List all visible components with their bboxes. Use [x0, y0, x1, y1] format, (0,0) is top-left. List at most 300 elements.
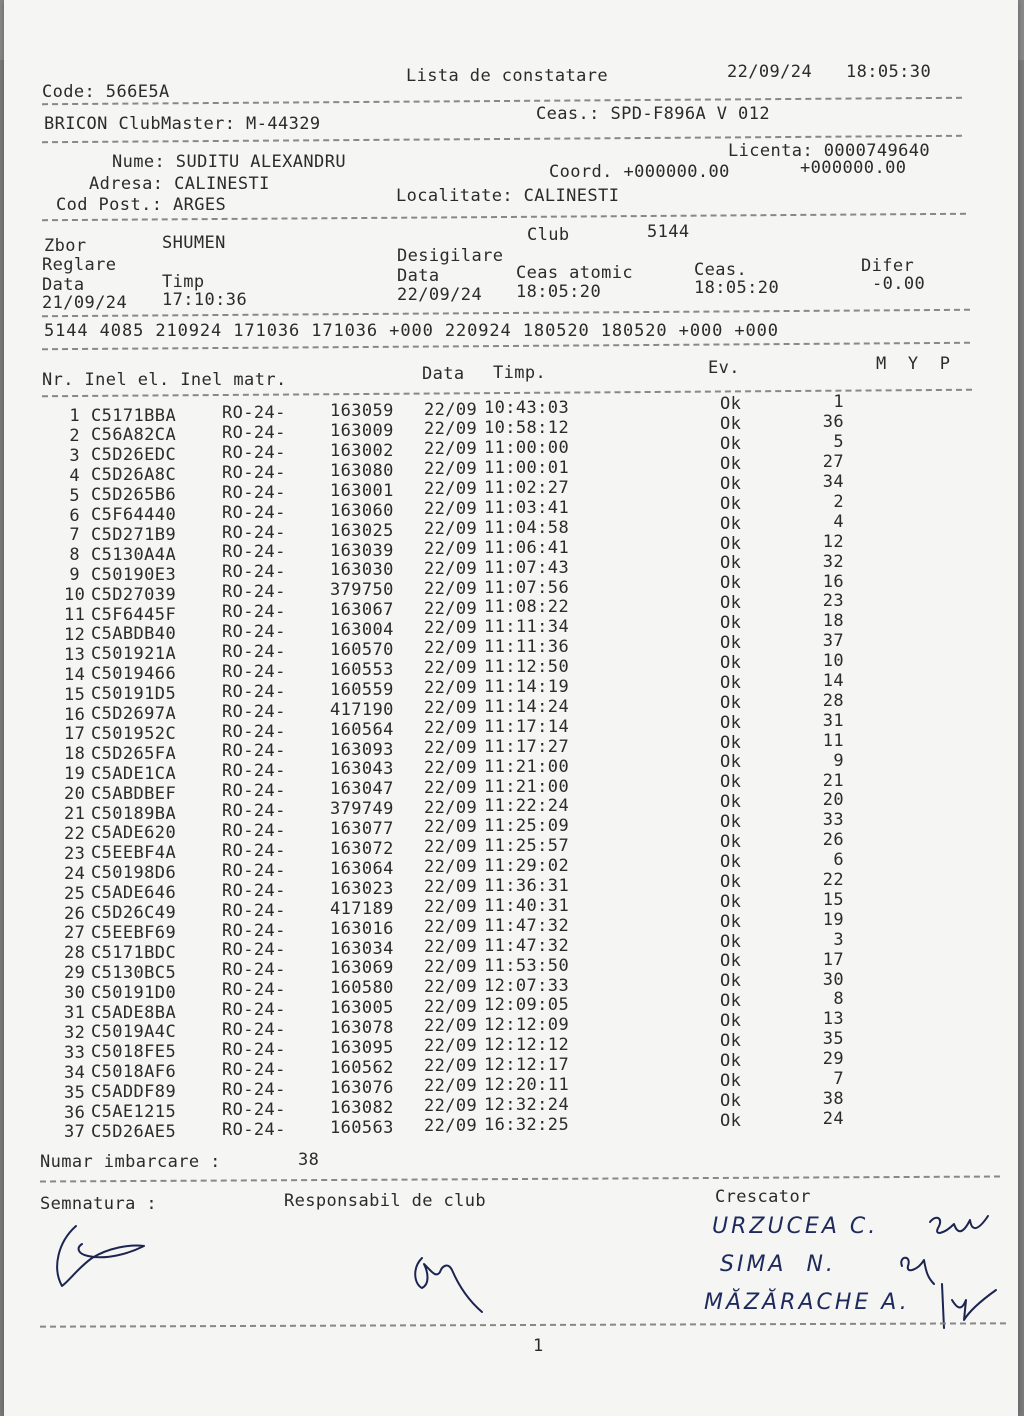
- row-number: 32: [64, 1022, 86, 1043]
- desigilare-date-label: Data: [397, 266, 440, 286]
- ring-prefix: RO-24-: [222, 622, 286, 643]
- event-status: Ok: [720, 772, 742, 793]
- reglare-date-label: Data: [42, 275, 85, 295]
- electronic-ring: C501952C: [91, 723, 177, 744]
- ring-number: 163076: [330, 1077, 394, 1098]
- flight-name: SHUMEN: [162, 233, 226, 253]
- arrival-date: 22/09: [424, 538, 478, 559]
- placement: 15: [822, 889, 844, 910]
- electronic-ring: C5019466: [91, 664, 177, 685]
- column-header-rings: Nr. Inel el. Inel matr.: [42, 370, 287, 390]
- placement: 27: [822, 452, 844, 473]
- electronic-ring: C5019A4C: [91, 1022, 177, 1043]
- row-number: 26: [64, 903, 86, 924]
- event-status: Ok: [720, 1070, 742, 1091]
- arrival-time: 11:25:57: [484, 836, 570, 857]
- event-status: Ok: [720, 692, 742, 713]
- owner-address: Adresa: CALINESTI: [89, 174, 270, 194]
- ring-prefix: RO-24-: [222, 960, 286, 981]
- ring-prefix: RO-24-: [222, 522, 286, 543]
- arrival-date: 22/09: [424, 479, 478, 500]
- event-status: Ok: [720, 951, 742, 972]
- arrival-date: 22/09: [424, 459, 478, 480]
- boarded-count-label: Numar imbarcare :: [40, 1152, 221, 1172]
- electronic-ring: C5130BC5: [91, 962, 177, 983]
- row-number: 8: [69, 545, 80, 566]
- row-number: 36: [64, 1102, 86, 1123]
- placement: 31: [822, 710, 844, 731]
- ring-prefix: RO-24-: [222, 542, 286, 563]
- row-number: 10: [64, 585, 86, 606]
- electronic-ring: C501921A: [91, 644, 177, 665]
- signature-label: Semnatura :: [40, 1194, 157, 1214]
- electronic-ring: C50189BA: [91, 803, 177, 824]
- row-number: 27: [64, 923, 86, 944]
- arrival-date: 22/09: [424, 916, 478, 937]
- signature-owner: [48, 1220, 158, 1292]
- row-number: 18: [64, 744, 86, 765]
- event-status: Ok: [720, 394, 742, 415]
- arrival-time: 11:36:31: [484, 876, 570, 897]
- event-status: Ok: [720, 633, 742, 653]
- electronic-ring: C5AE1215: [91, 1102, 177, 1123]
- event-status: Ok: [720, 593, 742, 614]
- electronic-ring: C5D265FA: [91, 743, 177, 764]
- owner-name: Nume: SUDITU ALEXANDRU: [112, 152, 346, 172]
- event-status: Ok: [720, 792, 742, 813]
- event-status: Ok: [720, 553, 742, 574]
- electronic-ring: C5D26AE5: [91, 1121, 177, 1142]
- placement: 38: [822, 1088, 844, 1109]
- electronic-ring: C5ABDBEF: [91, 783, 177, 804]
- ring-prefix: RO-24-: [222, 840, 286, 861]
- placement: 3: [833, 929, 844, 950]
- placement: 19: [822, 909, 844, 930]
- ring-number: 417190: [330, 699, 394, 720]
- arrival-date: 22/09: [424, 956, 478, 977]
- ring-prefix: RO-24-: [222, 1020, 286, 1041]
- clock-label: Ceas.: [694, 260, 748, 280]
- arrival-date: 22/09: [424, 598, 478, 619]
- divider: [42, 309, 970, 317]
- row-number: 9: [69, 565, 80, 586]
- event-status: Ok: [720, 911, 742, 932]
- ring-number: 163023: [330, 878, 394, 899]
- ring-prefix: RO-24-: [222, 602, 286, 623]
- placement: 1: [833, 392, 844, 413]
- placement: 24: [822, 1108, 844, 1129]
- arrival-date: 22/09: [424, 558, 478, 579]
- arrival-date: 22/09: [424, 618, 478, 639]
- arrival-time: 11:02:27: [484, 478, 570, 499]
- ring-prefix: RO-24-: [222, 761, 286, 782]
- print-time: 18:05:30: [846, 62, 932, 82]
- event-status: Ok: [720, 1050, 742, 1071]
- ring-prefix: RO-24-: [222, 721, 286, 742]
- arrival-time: 12:20:11: [484, 1075, 570, 1096]
- arrival-date: 22/09: [424, 797, 478, 818]
- row-number: 17: [64, 724, 86, 745]
- event-status: Ok: [720, 851, 742, 872]
- electronic-ring: C5ADE8BA: [91, 1002, 177, 1023]
- ring-number: 163064: [330, 858, 394, 879]
- ring-number: 163043: [330, 759, 394, 780]
- arrival-time: 11:03:41: [484, 497, 570, 518]
- event-status: Ok: [720, 991, 742, 1012]
- arrival-time: 11:14:19: [484, 677, 570, 698]
- electronic-ring: C5EEBF4A: [91, 843, 177, 864]
- coordinates-2: +000000.00: [800, 158, 907, 178]
- electronic-ring: C5ADDF89: [91, 1082, 177, 1103]
- arrival-date: 22/09: [424, 499, 478, 520]
- atomic-clock-time: 18:05:20: [516, 282, 602, 302]
- arrival-date: 22/09: [424, 518, 478, 539]
- placement: 30: [822, 969, 844, 990]
- ring-prefix: RO-24-: [222, 980, 286, 1001]
- row-number: 5: [69, 485, 80, 506]
- arrival-time: 11:07:43: [484, 557, 570, 578]
- placement: 6: [833, 850, 844, 871]
- placement: 32: [822, 551, 844, 572]
- reglare-time: 17:10:36: [162, 290, 248, 310]
- row-number: 1: [69, 406, 80, 426]
- event-status: Ok: [720, 613, 742, 634]
- row-number: 23: [64, 843, 86, 864]
- column-header-event: Ev.: [708, 358, 740, 378]
- ring-prefix: RO-24-: [222, 442, 286, 463]
- arrival-date: 22/09: [424, 717, 478, 738]
- ring-prefix: RO-24-: [222, 900, 286, 921]
- ring-prefix: RO-24-: [222, 582, 286, 603]
- placement: 22: [822, 870, 844, 891]
- arrival-date: 22/09: [424, 578, 478, 599]
- row-number: 12: [64, 624, 86, 645]
- ring-prefix: RO-24-: [222, 741, 286, 762]
- ring-number: 163030: [330, 560, 394, 581]
- ring-number: 163004: [330, 620, 394, 641]
- row-number: 22: [64, 823, 86, 844]
- placement: 17: [822, 949, 844, 970]
- ring-prefix: RO-24-: [222, 482, 286, 503]
- arrival-date: 22/09: [424, 638, 478, 659]
- row-number: 29: [64, 963, 86, 984]
- ring-prefix: RO-24-: [222, 781, 286, 802]
- licence: Licenta: 0000749640: [728, 141, 931, 161]
- arrival-date: 22/09: [424, 1036, 478, 1057]
- row-number: 2: [69, 425, 80, 446]
- electronic-ring: C5D271B9: [91, 524, 177, 545]
- ring-prefix: RO-24-: [222, 860, 286, 881]
- ring-number: 379750: [330, 580, 394, 601]
- arrival-time: 11:21:00: [484, 756, 570, 777]
- event-status: Ok: [720, 871, 742, 892]
- club-label: Club: [527, 225, 570, 245]
- placement: 7: [833, 1069, 844, 1090]
- arrival-date: 22/09: [424, 777, 478, 798]
- placement: 11: [822, 730, 844, 751]
- placement: 9: [833, 750, 844, 771]
- ring-number: 163002: [330, 441, 394, 462]
- electronic-ring: C50191D0: [91, 982, 177, 1003]
- event-status: Ok: [720, 513, 742, 534]
- electronic-ring: C5171BBA: [91, 405, 177, 426]
- placement: 13: [822, 1009, 844, 1030]
- arrival-time: 12:09:05: [484, 995, 570, 1016]
- ring-number: 163001: [330, 480, 394, 501]
- arrival-time: 11:47:32: [484, 935, 570, 956]
- arrival-date: 22/09: [424, 857, 478, 878]
- arrival-time: 12:12:17: [484, 1055, 570, 1076]
- row-number: 3: [69, 445, 80, 466]
- ring-number: 163072: [330, 839, 394, 860]
- event-status: Ok: [720, 1110, 742, 1131]
- row-number: 11: [64, 605, 86, 625]
- arrival-time: 12:07:33: [484, 975, 570, 996]
- arrival-date: 22/09: [424, 419, 478, 440]
- signature-breeder-1: [924, 1210, 994, 1246]
- ring-prefix: RO-24-: [222, 1039, 286, 1060]
- arrival-time: 11:08:22: [484, 597, 570, 618]
- arrival-time: 11:22:24: [484, 796, 570, 817]
- row-number: 34: [64, 1062, 86, 1083]
- ring-prefix: RO-24-: [222, 681, 286, 702]
- electronic-ring: C5D26A8C: [91, 465, 177, 486]
- column-header-time: Timp.: [493, 363, 547, 383]
- arrival-time: 11:17:27: [484, 736, 570, 757]
- row-number: 13: [64, 644, 86, 665]
- row-number: 30: [64, 983, 86, 1004]
- event-status: Ok: [720, 672, 742, 693]
- electronic-ring: C5F64440: [91, 505, 177, 526]
- coordinates: Coord. +000000.00: [549, 162, 730, 182]
- electronic-ring: C5D27039: [91, 584, 177, 605]
- ring-prefix: RO-24-: [222, 403, 286, 424]
- arrival-date: 22/09: [424, 1076, 478, 1097]
- electronic-ring: C5130A4A: [91, 544, 177, 565]
- electronic-ring: C5ADE1CA: [91, 763, 177, 784]
- arrival-time: 11:11:36: [484, 637, 570, 658]
- clock-code-line: 5144 4085 210924 171036 171036 +000 220924 180520 180520 +000 +000: [44, 321, 779, 341]
- row-number: 15: [64, 684, 86, 705]
- breeder-name: MĂZĂRACHE A.: [704, 1290, 910, 1315]
- divider: [40, 1322, 1006, 1327]
- difference-label: Difer: [861, 256, 915, 276]
- electronic-ring: C50198D6: [91, 863, 177, 884]
- ring-number: 160564: [330, 719, 394, 740]
- ring-prefix: RO-24-: [222, 641, 286, 662]
- clubmaster-id: BRICON ClubMaster: M-44329: [44, 114, 321, 134]
- placement: 20: [822, 790, 844, 811]
- placement: 8: [833, 989, 844, 1010]
- arrival-time: 10:58:12: [484, 418, 570, 439]
- arrival-date: 22/09: [424, 1016, 478, 1037]
- electronic-ring: C5EEBF69: [91, 922, 177, 943]
- breeder-name: SIMA N.: [720, 1252, 836, 1277]
- electronic-ring: C50190E3: [91, 564, 177, 585]
- event-status: Ok: [720, 812, 742, 833]
- arrival-date: 22/09: [424, 817, 478, 838]
- arrival-date: 22/09: [424, 698, 478, 719]
- event-status: Ok: [720, 434, 742, 454]
- club-number: 5144: [647, 222, 690, 242]
- event-status: Ok: [720, 732, 742, 753]
- arrival-time: 11:11:34: [484, 617, 570, 638]
- arrival-time: 11:17:14: [484, 716, 570, 737]
- arrival-time: 12:12:09: [484, 1015, 570, 1036]
- event-status: Ok: [720, 752, 742, 773]
- placement: 16: [822, 571, 844, 592]
- row-number: 24: [64, 863, 86, 884]
- arrival-time: 11:04:58: [484, 517, 570, 538]
- ring-prefix: RO-24-: [222, 1099, 286, 1120]
- ring-number: 160562: [330, 1057, 394, 1078]
- ring-prefix: RO-24-: [222, 661, 286, 682]
- arrival-time: 12:12:12: [484, 1035, 570, 1056]
- event-status: Ok: [720, 414, 742, 435]
- arrival-date: 22/09: [424, 996, 478, 1017]
- event-status: Ok: [720, 891, 742, 912]
- arrival-date: 22/09: [424, 757, 478, 778]
- row-number: 6: [69, 505, 80, 526]
- electronic-ring: C50191D5: [91, 684, 177, 705]
- row-number: 20: [64, 784, 86, 805]
- row-number: 37: [64, 1122, 86, 1143]
- ring-number: 160570: [330, 640, 394, 661]
- ring-number: 163093: [330, 739, 394, 760]
- desigilare-date: 22/09/24: [397, 285, 483, 305]
- ring-number: 163025: [330, 520, 394, 541]
- ring-prefix: RO-24-: [222, 1119, 286, 1140]
- column-header-date: Data: [422, 364, 465, 384]
- arrival-time: 11:07:56: [484, 577, 570, 598]
- event-status: Ok: [720, 931, 742, 952]
- event-status: Ok: [720, 971, 742, 992]
- arrival-time: 11:06:41: [484, 537, 570, 558]
- arrival-date: 22/09: [424, 1056, 478, 1077]
- event-status: Ok: [720, 533, 742, 554]
- row-number: 33: [64, 1042, 86, 1063]
- arrival-time: 10:43:03: [484, 398, 570, 419]
- ring-number: 379749: [330, 799, 394, 820]
- ring-prefix: RO-24-: [222, 1079, 286, 1100]
- column-header-myp: M Y P: [876, 354, 951, 374]
- arrival-time: 16:32:25: [484, 1114, 570, 1135]
- arrival-time: 11:29:02: [484, 856, 570, 877]
- ring-number: 163047: [330, 779, 394, 800]
- arrival-time: 11:21:00: [484, 776, 570, 797]
- row-number: 14: [64, 664, 86, 685]
- arrival-time: 11:14:24: [484, 696, 570, 717]
- placement: 4: [833, 511, 844, 532]
- reglare-date: 21/09/24: [42, 293, 128, 313]
- ring-number: 163069: [330, 958, 394, 979]
- ring-prefix: RO-24-: [222, 821, 286, 842]
- placement: 14: [822, 671, 844, 692]
- arrival-date: 22/09: [424, 399, 478, 420]
- arrival-date: 22/09: [424, 936, 478, 957]
- placement: 12: [822, 531, 844, 552]
- event-status: Ok: [720, 832, 742, 852]
- event-status: Ok: [720, 453, 742, 474]
- placement: 2: [833, 491, 844, 512]
- arrival-time: 11:53:50: [484, 955, 570, 976]
- signature-club-responsible: [408, 1248, 488, 1316]
- breeder-label: Crescator: [715, 1187, 811, 1207]
- arrival-time: 11:25:09: [484, 816, 570, 837]
- placement: 35: [822, 1029, 844, 1050]
- electronic-ring: C5ADE620: [91, 823, 177, 844]
- placement: 10: [822, 651, 844, 672]
- ring-prefix: RO-24-: [222, 920, 286, 941]
- electronic-ring: C5ABDB40: [91, 624, 177, 645]
- ring-number: 163082: [330, 1097, 394, 1118]
- ring-number: 160580: [330, 978, 394, 999]
- placement: 37: [822, 631, 844, 652]
- placement: 26: [822, 830, 844, 851]
- row-number: 4: [69, 465, 80, 486]
- difference-value: -0.00: [872, 274, 926, 294]
- arrival-time: 11:47:32: [484, 915, 570, 936]
- reglare-time-label: Timp: [162, 272, 205, 292]
- ring-number: 163016: [330, 918, 394, 939]
- reglare-label: Reglare: [42, 255, 117, 275]
- row-number: 28: [64, 943, 86, 964]
- ring-prefix: RO-24-: [222, 562, 286, 583]
- electronic-ring: C5018FE5: [91, 1042, 177, 1063]
- electronic-ring: C5D26EDC: [91, 445, 177, 466]
- divider: [40, 1175, 1000, 1182]
- document-title: Lista de constatare: [406, 66, 609, 86]
- row-number: 31: [64, 1003, 86, 1023]
- row-number: 35: [64, 1082, 86, 1103]
- row-number: 7: [69, 525, 80, 546]
- ring-number: 160553: [330, 659, 394, 680]
- placement: 21: [822, 770, 844, 791]
- event-status: Ok: [720, 712, 742, 733]
- ring-number: 163060: [330, 500, 394, 521]
- electronic-ring: C5D2697A: [91, 704, 177, 725]
- event-status: Ok: [720, 1011, 742, 1032]
- ring-prefix: RO-24-: [222, 940, 286, 961]
- arrival-time: 11:12:50: [484, 657, 570, 678]
- arrival-date: 22/09: [424, 897, 478, 918]
- placement: 18: [822, 611, 844, 632]
- row-number: 19: [64, 764, 86, 785]
- arrival-date: 22/09: [424, 976, 478, 997]
- ring-prefix: RO-24-: [222, 1059, 286, 1080]
- ring-number: 160559: [330, 679, 394, 700]
- placement: 5: [833, 432, 844, 453]
- placement: 23: [822, 591, 844, 612]
- placement: 33: [822, 810, 844, 831]
- arrival-date: 22/09: [424, 439, 478, 460]
- ring-prefix: RO-24-: [222, 502, 286, 523]
- ring-number: 160563: [330, 1117, 394, 1138]
- arrival-date: 22/09: [424, 837, 478, 858]
- arrival-date: 22/09: [424, 737, 478, 758]
- electronic-ring: C5018AF6: [91, 1062, 177, 1083]
- ring-number: 163077: [330, 819, 394, 840]
- row-number: 25: [64, 883, 86, 904]
- boarded-count: 38: [298, 1150, 320, 1170]
- placement: 36: [822, 412, 844, 433]
- electronic-ring: C5F6445F: [91, 604, 177, 625]
- ring-number: 163034: [330, 938, 394, 959]
- document-code: Code: 566E5A: [42, 82, 170, 102]
- arrival-time: 11:40:31: [484, 895, 570, 916]
- arrival-date: 22/09: [424, 678, 478, 699]
- arrival-date: 22/09: [424, 1115, 478, 1136]
